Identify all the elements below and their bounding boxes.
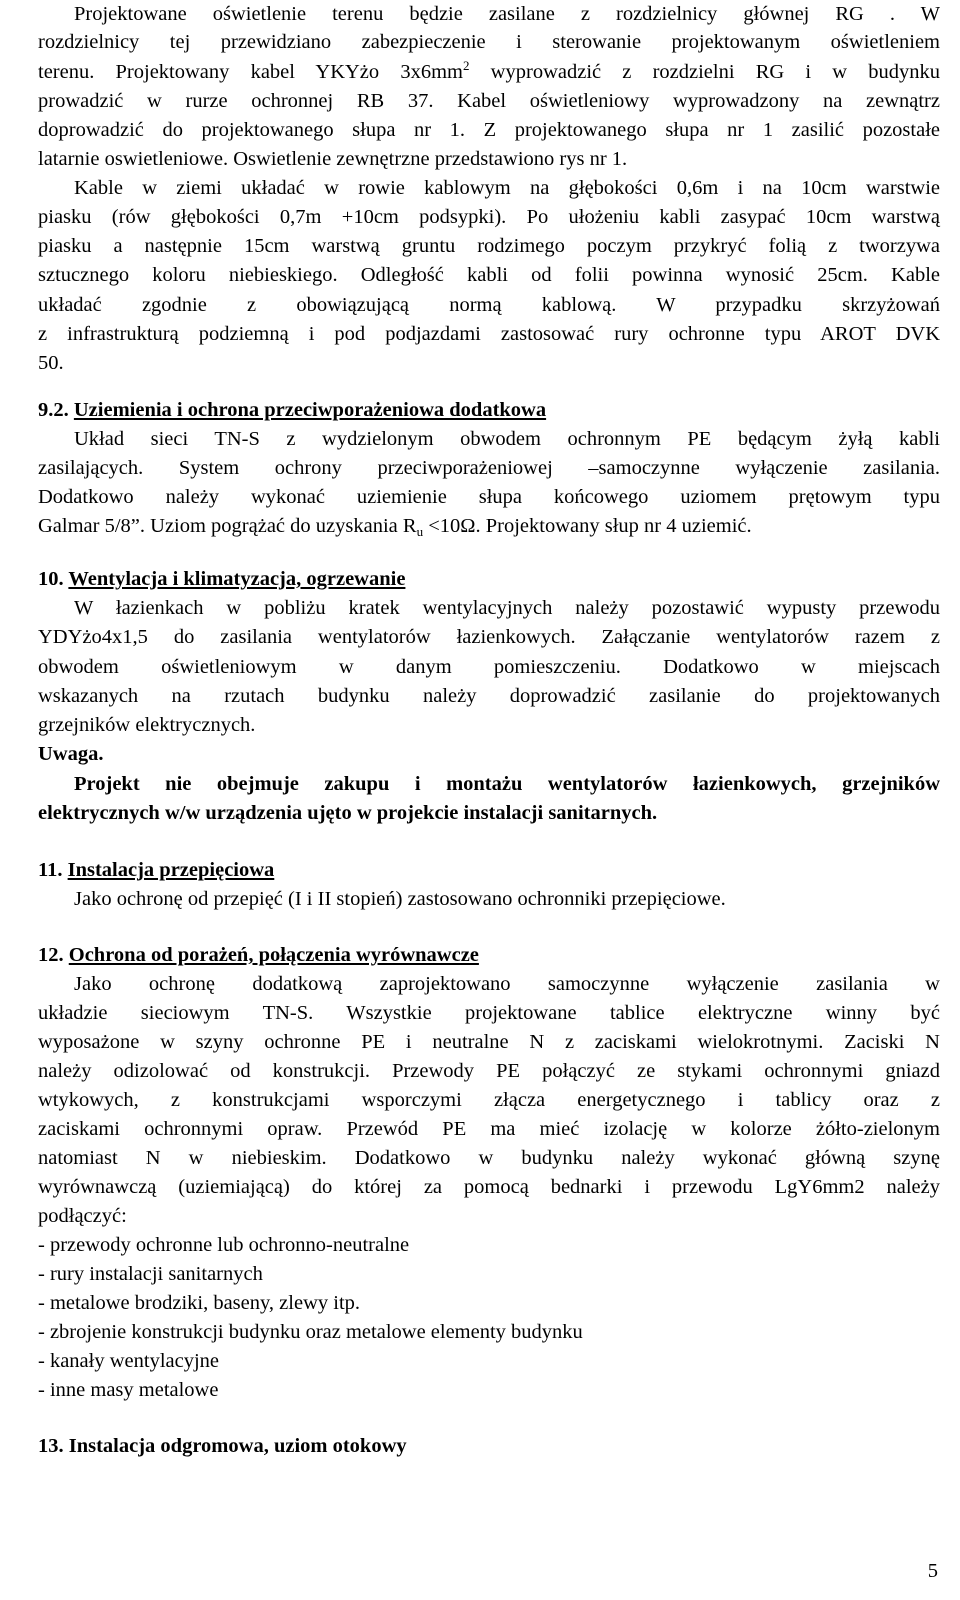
section-10-line-4: wskazanych na rzutach budynku należy doprowadzić zasilanie do projektowanych — [38, 685, 940, 707]
section-heading-12 — [38, 941, 940, 969]
section-12-line-6: zaciskami ochronnymi opraw. Przewód PE ma mieć izolację w kolorze żółto-zielonym — [38, 1118, 940, 1140]
paragraph-2-line-5: układać zgodnie z obowiązującą normą kablową. W przypadku skrzyżowań — [38, 294, 940, 316]
section-12-line-8: wyrównawczą (uziemiającą) do której za pomocą bednarki i przewodu LgY6mm2 należy — [38, 1176, 940, 1198]
note-bold-line-1: Projekt nie obejmuje zakupu i montażu wentylatorów łazienkowych, grzejników — [74, 773, 940, 795]
list-item: - zbrojenie konstrukcji budynku oraz metalowe elementy budynku — [38, 1321, 583, 1343]
text-span: <10Ω. Projektowany słup nr 4 uziemić. — [423, 515, 752, 537]
section-10-line-1: W łazienkach w pobliżu kratek wentylacyjnych należy pozostawić wypusty przewodu — [74, 597, 940, 619]
section-12-line-3: wyposażone w szyny ochronne PE i neutralne N z zaciskami wielokrotnymi. Zaciski N — [38, 1031, 940, 1053]
list-item: - inne masy metalowe — [38, 1379, 219, 1401]
section-9-2-line-4 — [38, 512, 940, 540]
section-heading-13 — [38, 1432, 940, 1460]
section-heading-11 — [38, 856, 940, 884]
paragraph-2-line-4: sztucznego koloru niebieskiego. Odległość kabli od folii powinna wynosić 25cm. Kable — [38, 264, 940, 286]
section-9-2-line-2: zasilających. System ochrony przeciwporażeniowej –samoczynne wyłączenie zasilania. — [38, 457, 940, 479]
section-number: 11. — [38, 859, 68, 881]
section-heading-10 — [38, 565, 940, 593]
paragraph-1-line-5: doprowadzić do projektowanego słupa nr 1. Z projektowanego słupa nr 1 zasilić pozostałe — [38, 119, 940, 141]
section-11-line-1: Jako ochronę od przepięć (I i II stopień) zastosowano ochronniki przepięciowe. — [74, 888, 726, 910]
section-number: 10. — [38, 568, 69, 590]
text-span: terenu. Projektowany kabel YKYżo 3x6mm — [38, 61, 463, 83]
section-12-line-9: podłączyć: — [38, 1205, 127, 1227]
paragraph-1-line-1: Projektowane oświetlenie terenu będzie zasilane z rozdzielnicy głównej RG . W — [74, 3, 940, 25]
section-12-line-7: natomiast N w niebieskim. Dodatkowo w budynku należy wykonać główną szynę — [38, 1147, 940, 1169]
paragraph-2-line-1: Kable w ziemi układać w rowie kablowym na głębokości 0,6m i na 10cm warstwie — [74, 177, 940, 199]
section-title: Ochrona od porażeń, połączenia wyrównawcze — [68, 944, 479, 966]
section-number: 13. — [38, 1435, 69, 1457]
section-9-2-line-1: Układ sieci TN-S z wydzielonym obwodem ochronnym PE będącym żyłą kabli — [74, 428, 940, 450]
text-span: Galmar 5/8”. Uziom pogrążać do uzyskania R — [38, 515, 417, 537]
section-title: Wentylacja i klimatyzacja, ogrzewanie — [68, 568, 406, 590]
section-10-line-2: YDYżo4x1,5 do zasilania wentylatorów łazienkowych. Załączanie wentylatorów razem z — [38, 626, 940, 648]
note-label: Uwaga. — [38, 743, 104, 765]
paragraph-2-line-3: piasku a następnie 15cm warstwą gruntu rodzimego poczym przykryć folią z tworzywa — [38, 235, 940, 257]
subscript: u — [416, 524, 424, 539]
paragraph-2-line-7: 50. — [38, 352, 64, 374]
paragraph-2-line-6: z infrastrukturą podziemną i pod podjazdami zastosować rury ochronne typu AROT DVK — [38, 323, 940, 345]
paragraph-2-line-2: piasku (rów głębokości 0,7m +10cm podsypki). Po ułożeniu kabli zasypać 10cm warstwą — [38, 206, 940, 228]
section-heading-9-2 — [38, 396, 940, 424]
paragraph-1-line-3 — [38, 58, 940, 86]
note-bold-line-2: elektrycznych w/w urządzenia ujęto w projekcie instalacji sanitarnych. — [38, 802, 658, 824]
section-12-line-4: należy odizolować od konstrukcji. Przewody PE połączyć ze stykami ochronnymi gniazd — [38, 1060, 940, 1082]
paragraph-1-line-6: latarnie oswietleniowe. Oswietlenie zewnętrzne przedstawiono rys nr 1. — [38, 148, 628, 170]
section-12-line-5: wtykowych, z konstrukcjami wsporczymi złącza energetycznego i tablicy oraz z — [38, 1089, 940, 1111]
paragraph-1-line-4: prowadzić w rurze ochronnej RB 37. Kabel oświetleniowy wyprowadzony na zewnątrz — [38, 90, 940, 112]
superscript: 2 — [463, 58, 470, 73]
section-title: Uziemienia i ochrona przeciwporażeniowa dodatkowa — [73, 399, 547, 421]
section-9-2-line-3: Dodatkowo należy wykonać uziemienie słupa końcowego uziomem prętowym typu — [38, 486, 940, 508]
paragraph-1-line-2: rozdzielnicy tej przewidziano zabezpieczenie i sterowanie projektowanym oświetleniem — [38, 31, 940, 53]
list-item: - przewody ochronne lub ochronno-neutralne — [38, 1234, 410, 1256]
page-number: 5 — [927, 1560, 938, 1582]
section-number: 12. — [38, 944, 69, 966]
section-10-line-3: obwodem oświetleniowym w danym pomieszczeniu. Dodatkowo w miejscach — [38, 656, 940, 678]
list-item: - rury instalacji sanitarnych — [38, 1263, 263, 1285]
section-title: Instalacja przepięciowa — [67, 859, 275, 881]
list-item: - kanały wentylacyjne — [38, 1350, 220, 1372]
section-10-line-5: grzejników elektrycznych. — [38, 714, 256, 736]
section-12-line-1: Jako ochronę dodatkową zaprojektowano samoczynne wyłączenie zasilania w — [74, 973, 940, 995]
text-span: wyprowadzić z rozdzielni RG i w budynku — [469, 61, 940, 83]
list-item: - metalowe brodziki, baseny, zlewy itp. — [38, 1292, 361, 1314]
section-12-line-2: układzie sieciowym TN-S. Wszystkie projektowane tablice elektryczne winny być — [38, 1002, 940, 1024]
section-title: Instalacja odgromowa, uziom otokowy — [68, 1435, 407, 1457]
section-number: 9.2. — [38, 399, 74, 421]
